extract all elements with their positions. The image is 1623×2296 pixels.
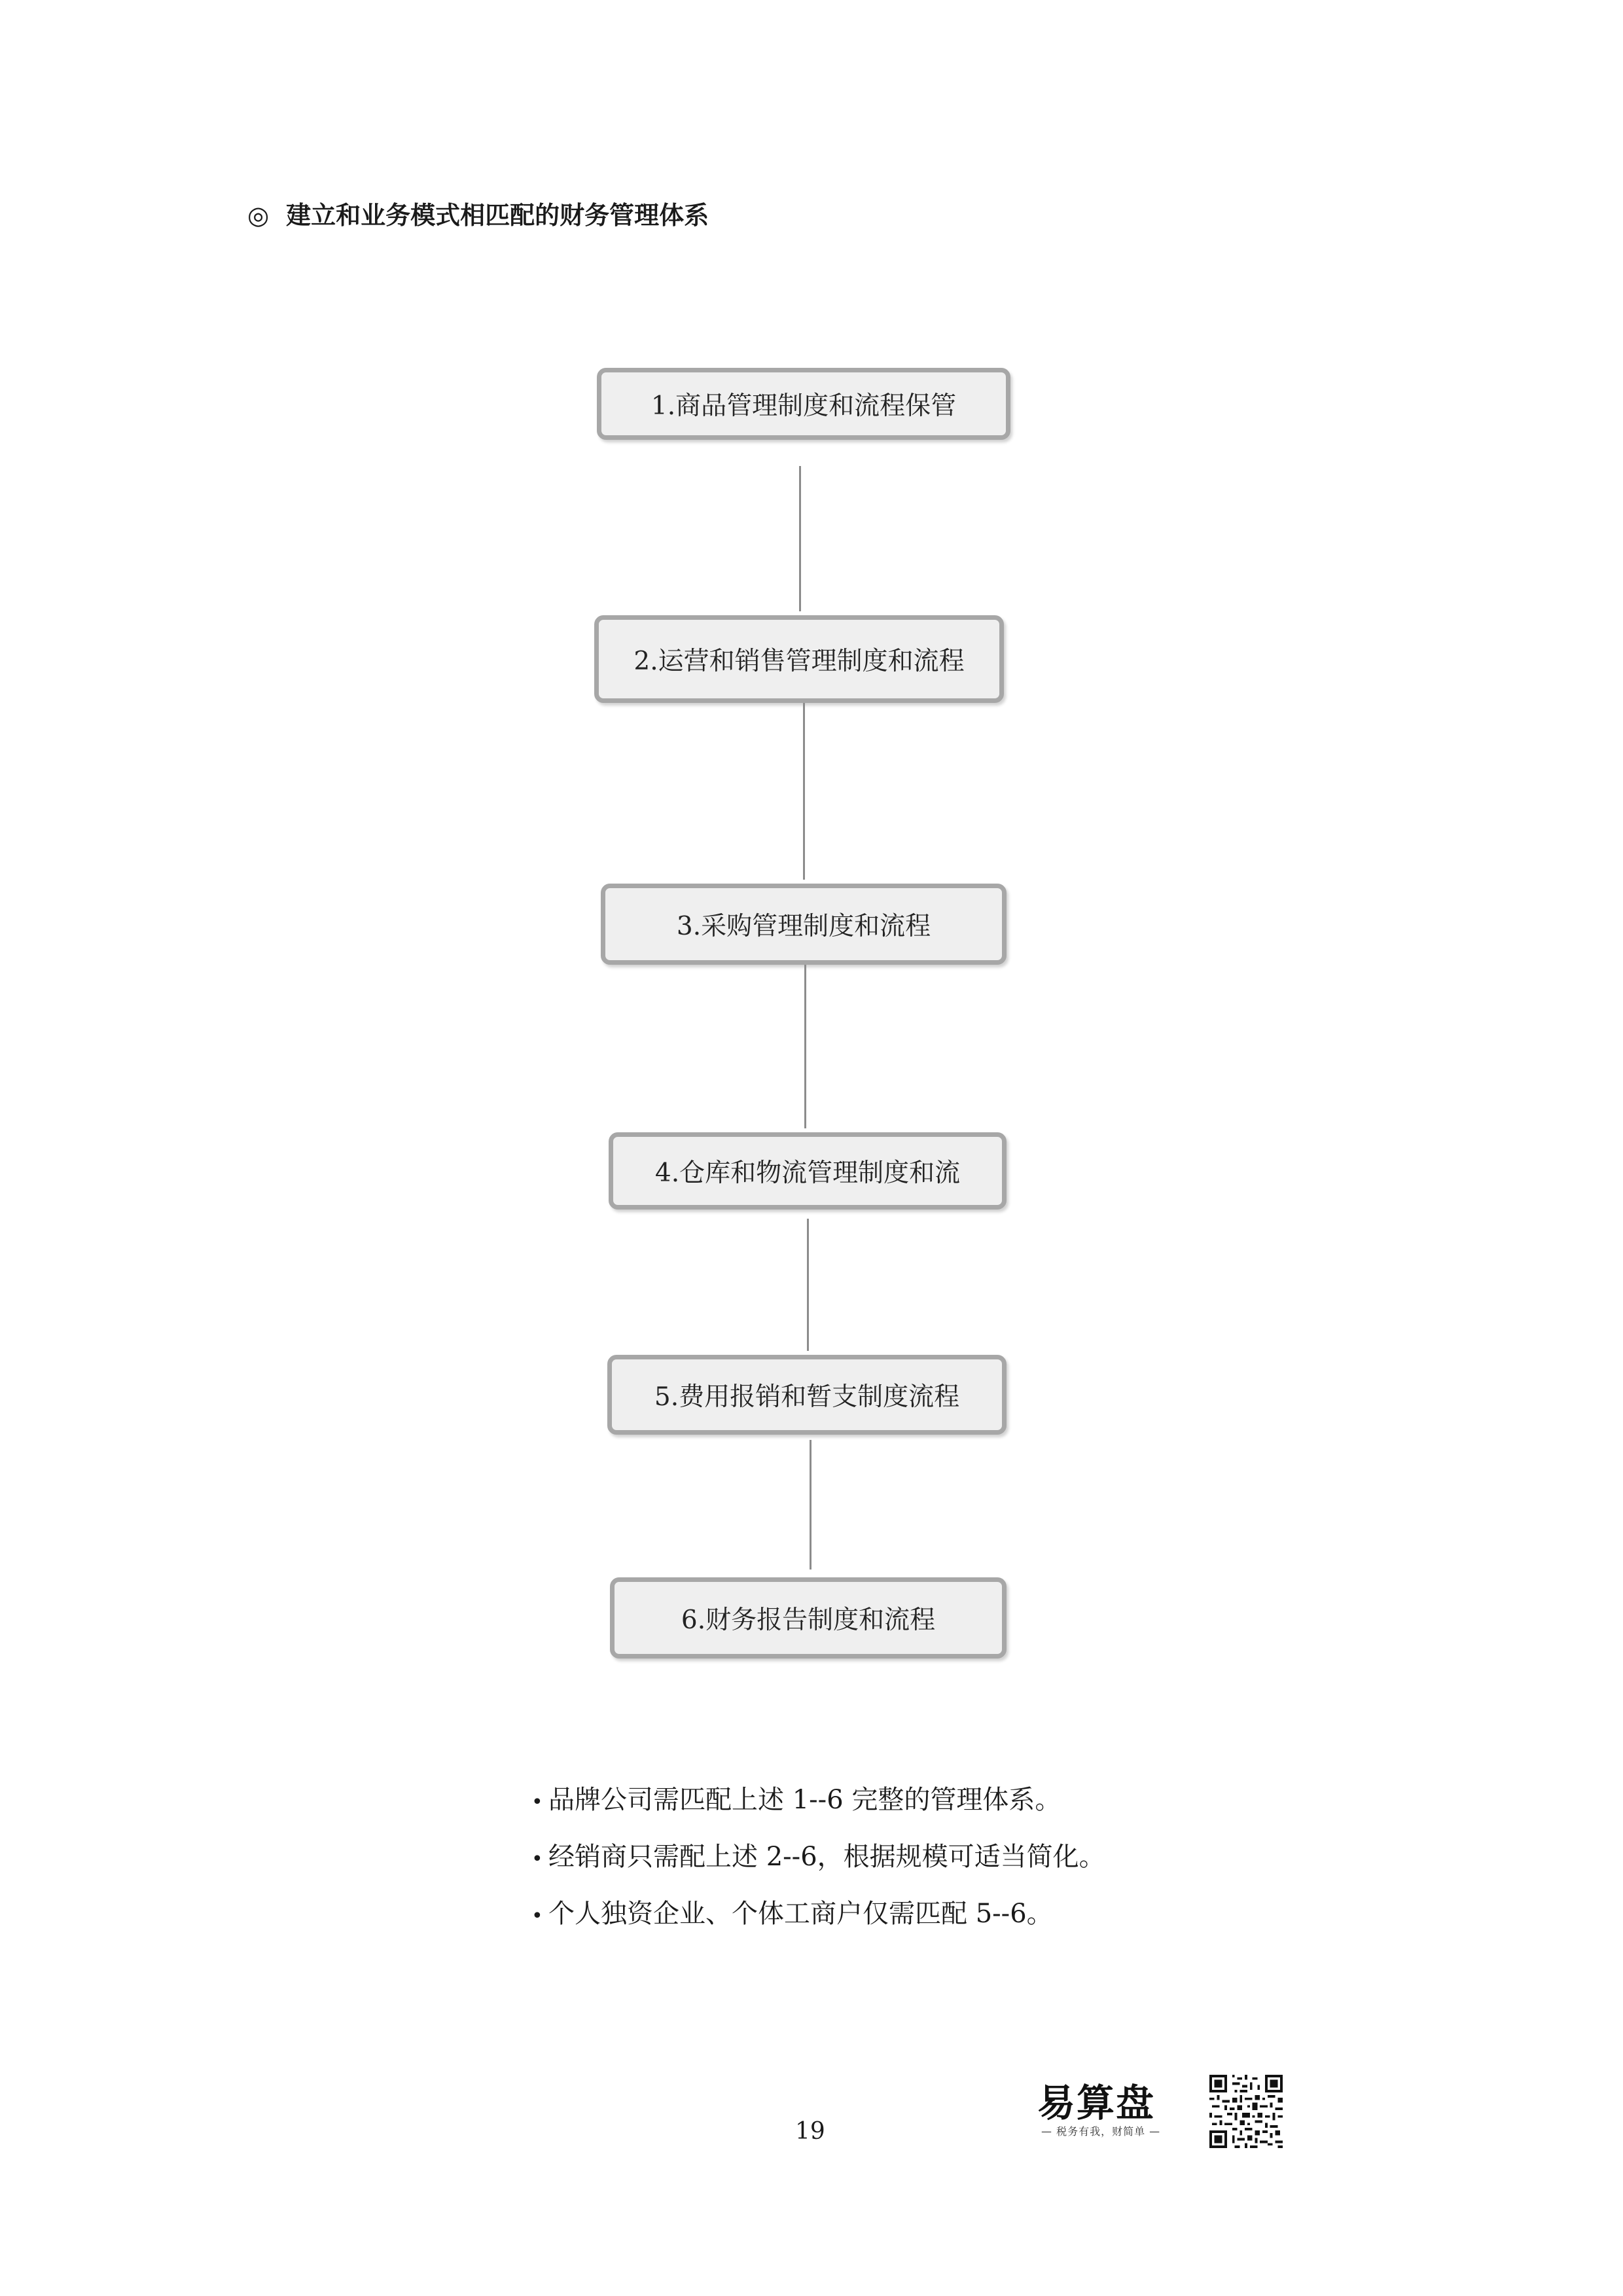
flow-step-5	[607, 1355, 1007, 1435]
flow-step-1-label: 1.商品管理制度和流程保管	[651, 391, 957, 421]
flow-step-1	[597, 368, 1010, 440]
flow-step-2	[594, 615, 1004, 703]
flow-connector-2	[803, 703, 805, 880]
flow-step-6-label: 6.财务报告制度和流程	[681, 1605, 936, 1635]
brand-slogan: — 税务有我，财简单 —	[1041, 2125, 1161, 2138]
heading-bullet-icon: ◎	[247, 201, 270, 230]
flow-step-2-label: 2.运营和销售管理制度和流程	[633, 647, 965, 676]
heading-title: 建立和业务模式相匹配的财务管理体系	[286, 201, 709, 230]
flow-step-6	[610, 1577, 1007, 1659]
bullet-icon: •	[531, 1791, 543, 1814]
qr-code-icon	[1209, 2075, 1283, 2148]
note-text-3: 个人独资企业、个体工商户仅需匹配 5--6。	[548, 1899, 1053, 1929]
flow-connector-5	[810, 1440, 812, 1570]
list-item	[531, 1837, 1105, 1876]
bullet-icon: •	[531, 1848, 543, 1871]
flow-step-3	[601, 884, 1007, 965]
flow-connector-1	[799, 466, 801, 611]
brand-logo	[1037, 2081, 1188, 2147]
note-text-2: 经销商只需配上述 2--6，根据规模可适当简化。	[548, 1842, 1105, 1872]
notes-list	[531, 1780, 1105, 1951]
flow-step-4	[609, 1132, 1007, 1210]
section-heading	[247, 195, 709, 231]
brand-name: 易算盘	[1037, 2081, 1156, 2125]
note-text-1: 品牌公司需匹配上述 1--6 完整的管理体系。	[548, 1785, 1061, 1815]
flow-step-4-label: 4.仓库和物流管理制度和流	[654, 1158, 961, 1188]
flow-step-5-label: 5.费用报销和暂支制度流程	[654, 1382, 960, 1412]
flow-connector-4	[807, 1219, 809, 1351]
flow-step-3-label: 3.采购管理制度和流程	[676, 912, 931, 941]
flow-connector-3	[804, 965, 806, 1128]
list-item	[531, 1894, 1105, 1933]
bullet-icon: •	[531, 1905, 543, 1928]
list-item	[531, 1780, 1105, 1820]
page-number: 19	[795, 2118, 825, 2145]
